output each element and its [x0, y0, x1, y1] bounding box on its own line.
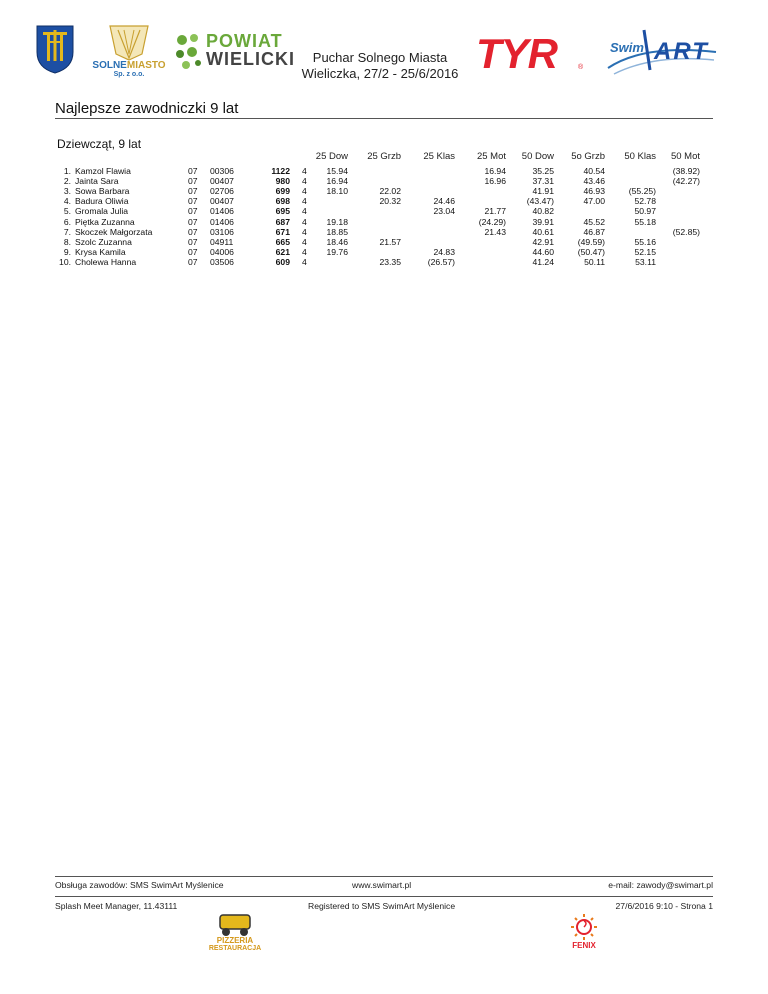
swim-count: 4 — [302, 206, 307, 217]
split-time: 20.32 — [379, 196, 401, 207]
split-time: 44.60 — [532, 246, 554, 257]
split-time: 19.18 — [326, 216, 348, 227]
club-code: 00407 — [210, 196, 234, 207]
birth-year: 07 — [188, 186, 198, 197]
solne-text: SOLNE — [92, 60, 127, 71]
split-time: 50.11 — [584, 256, 605, 267]
athlete-name: Badura Oliwia — [75, 196, 129, 207]
split-time: 16.94 — [484, 166, 506, 176]
split-time: (52.85) — [672, 226, 700, 237]
footer-email[interactable]: e-mail: zawody@swimart.pl — [608, 880, 713, 890]
split-time: 16.96 — [484, 176, 506, 187]
club-code: 04006 — [210, 246, 234, 257]
section-title: Najlepsze zawodniczki 9 lat — [55, 100, 239, 117]
split-time: 46.87 — [583, 226, 605, 237]
table-row — [0, 166, 768, 176]
swim-count: 4 — [302, 186, 307, 197]
split-time: (42.27) — [672, 176, 700, 187]
points: 980 — [275, 176, 290, 187]
powiat-wielicki-logo — [172, 30, 300, 74]
solne-sub-text: Sp. z o.o. — [113, 71, 145, 78]
swim-count: 4 — [302, 196, 307, 207]
athlete-name: Jainta Sara — [75, 176, 119, 187]
footer-website[interactable]: www.swimart.pl — [352, 880, 412, 890]
birth-year: 07 — [188, 196, 198, 207]
club-code: 01406 — [210, 216, 234, 227]
split-time: 52.15 — [634, 246, 656, 257]
points: 699 — [275, 186, 290, 197]
footer-registered: Registered to SMS SwimArt Myślenice — [308, 901, 456, 911]
split-time: (50.47) — [577, 246, 605, 257]
athlete-name: Piętka Zuzanna — [75, 216, 135, 227]
miasto-text: MIASTO — [126, 60, 166, 71]
points: 665 — [275, 236, 290, 247]
split-time: 23.35 — [379, 256, 401, 267]
wieliczka-crest-logo — [35, 24, 75, 74]
swimart-logo — [604, 24, 720, 80]
place: 5. — [63, 206, 71, 217]
section-divider — [55, 118, 713, 119]
pizzeria-logo — [206, 913, 264, 953]
column-header: 25 Klas — [423, 151, 455, 162]
split-time: 21.57 — [379, 236, 401, 247]
split-time: 53.11 — [635, 256, 656, 267]
split-time: 40.54 — [583, 166, 605, 176]
split-time: 46.93 — [583, 186, 605, 197]
points: 687 — [275, 216, 290, 227]
swim-count: 4 — [302, 166, 307, 176]
place: 6. — [63, 216, 71, 227]
swimart-art-text: ART — [654, 38, 709, 65]
powiat-text: POWIAT — [206, 31, 283, 51]
birth-year: 07 — [188, 226, 198, 237]
split-time: 41.24 — [532, 256, 554, 267]
split-time: (55.25) — [628, 186, 656, 197]
split-time: (26.57) — [427, 256, 455, 267]
split-time: 39.91 — [532, 216, 554, 227]
club-code: 00306 — [210, 166, 234, 176]
solne-miasto-logo — [88, 24, 170, 80]
salt-crystal-icon — [88, 24, 170, 62]
athlete-name: Skoczek Małgorzata — [75, 226, 153, 237]
footer-software: Splash Meet Manager, 11.43111 — [55, 901, 178, 911]
split-time: 40.82 — [532, 206, 554, 217]
split-time: (49.59) — [577, 236, 605, 247]
table-row — [0, 206, 768, 216]
fenix-text: FENIX — [572, 941, 596, 950]
split-time: 55.18 — [634, 216, 656, 227]
table-row — [0, 176, 768, 186]
swim-count: 4 — [302, 236, 307, 247]
swim-count: 4 — [302, 256, 307, 267]
wielicki-text: WIELICKI — [206, 49, 295, 69]
birth-year: 07 — [188, 206, 198, 217]
split-time: 45.52 — [583, 216, 605, 227]
split-time: 41.91 — [532, 186, 554, 197]
birth-year: 07 — [188, 236, 198, 247]
swim-count: 4 — [302, 246, 307, 257]
column-header: 50 Mot — [670, 151, 700, 162]
points: 698 — [275, 196, 290, 207]
table-row — [0, 227, 768, 237]
place: 4. — [63, 196, 71, 207]
athlete-name: Krysa Kamila — [75, 246, 126, 257]
meet-name: Puchar Solnego Miasta — [312, 50, 448, 65]
place: 2. — [63, 176, 71, 187]
club-code: 02706 — [210, 186, 234, 197]
split-time: 55.16 — [634, 236, 656, 247]
split-time: 21.77 — [484, 206, 506, 217]
place: 9. — [63, 246, 71, 257]
place: 8. — [63, 236, 71, 247]
split-time: 18.85 — [326, 226, 348, 237]
split-time: 40.61 — [532, 226, 554, 237]
meet-title-block — [300, 50, 460, 82]
birth-year: 07 — [188, 216, 198, 227]
place: 3. — [63, 186, 71, 197]
split-time: 24.83 — [433, 246, 455, 257]
split-time: 42.91 — [532, 236, 554, 247]
footer-operator: Obsługa zawodów: SMS SwimArt Myślenice — [55, 880, 224, 890]
split-time: (43.47) — [526, 196, 554, 207]
group-title: Dziewcząt, 9 lat — [57, 137, 142, 151]
split-time: 19.76 — [326, 246, 348, 257]
split-time: 15.94 — [326, 166, 348, 176]
table-row — [0, 237, 768, 247]
athlete-name: Szolc Zuzanna — [75, 236, 132, 247]
column-header: 25 Dow — [315, 151, 348, 162]
column-header: 50 Dow — [521, 151, 554, 162]
footer-divider-bottom — [55, 896, 713, 897]
column-header: 25 Mot — [476, 151, 506, 162]
split-time: 52.78 — [634, 196, 656, 207]
club-code: 03506 — [210, 256, 234, 267]
split-time: 18.46 — [326, 236, 348, 247]
athlete-name: Kamzol Flawia — [75, 166, 131, 176]
footer-date-page: 27/6/2016 9:10 - Strona 1 — [615, 901, 713, 911]
points: 621 — [275, 246, 290, 257]
split-time: 35.25 — [532, 166, 554, 176]
column-header: 25 Grzb — [367, 151, 401, 162]
meet-place-dates: Wieliczka, 27/2 - 25/6/2016 — [301, 66, 459, 81]
swim-count: 4 — [302, 216, 307, 227]
club-code: 01406 — [210, 206, 234, 217]
column-header: 50 Klas — [624, 151, 656, 162]
split-time: (38.92) — [672, 166, 700, 176]
fenix-logo — [562, 913, 606, 953]
split-time: 22.02 — [379, 186, 401, 197]
place: 10. — [59, 256, 71, 267]
swimart-swim-text: Swim — [610, 40, 644, 55]
restauracja-text: RESTAURACJA — [208, 945, 262, 952]
split-time: 47.00 — [583, 196, 605, 207]
birth-year: 07 — [188, 246, 198, 257]
leaf-cluster-icon — [172, 32, 206, 72]
split-time: 21.43 — [484, 226, 506, 237]
tyr-logo — [476, 32, 586, 76]
athlete-name: Cholewa Hanna — [75, 256, 137, 267]
split-time: (24.29) — [478, 216, 506, 227]
athlete-name: Sowa Barbara — [75, 186, 130, 197]
swim-count: 4 — [302, 226, 307, 237]
club-code: 00407 — [210, 176, 234, 187]
points: 671 — [275, 226, 290, 237]
footer-divider-top — [55, 876, 713, 877]
place: 7. — [63, 226, 71, 237]
table-row — [0, 247, 768, 257]
split-time: 37.31 — [532, 176, 554, 187]
table-row — [0, 217, 768, 227]
place: 1. — [63, 166, 71, 176]
club-code: 04911 — [210, 236, 234, 247]
club-code: 03106 — [210, 226, 234, 237]
split-time: 50.97 — [634, 206, 656, 217]
registered-mark-icon: ® — [578, 64, 584, 71]
athlete-name: Gromala Julia — [75, 206, 129, 217]
split-time: 23.04 — [433, 206, 455, 217]
birth-year: 07 — [188, 166, 198, 176]
pizzeria-text: PIZZERIA — [216, 936, 254, 945]
tyr-text: TYR — [476, 30, 557, 77]
points: 695 — [275, 206, 290, 217]
table-row — [0, 196, 768, 206]
table-row — [0, 186, 768, 196]
swim-count: 4 — [302, 176, 307, 187]
birth-year: 07 — [188, 176, 198, 187]
sun-swirl-icon — [562, 913, 606, 943]
points: 1122 — [271, 166, 290, 176]
table-row — [0, 257, 768, 267]
birth-year: 07 — [188, 256, 198, 267]
split-time: 16.94 — [326, 176, 348, 187]
split-time: 43.46 — [583, 176, 605, 187]
points: 609 — [275, 256, 290, 267]
column-header: 5o Grzb — [571, 151, 605, 162]
split-time: 24.46 — [433, 196, 455, 207]
split-time: 18.10 — [326, 186, 348, 197]
